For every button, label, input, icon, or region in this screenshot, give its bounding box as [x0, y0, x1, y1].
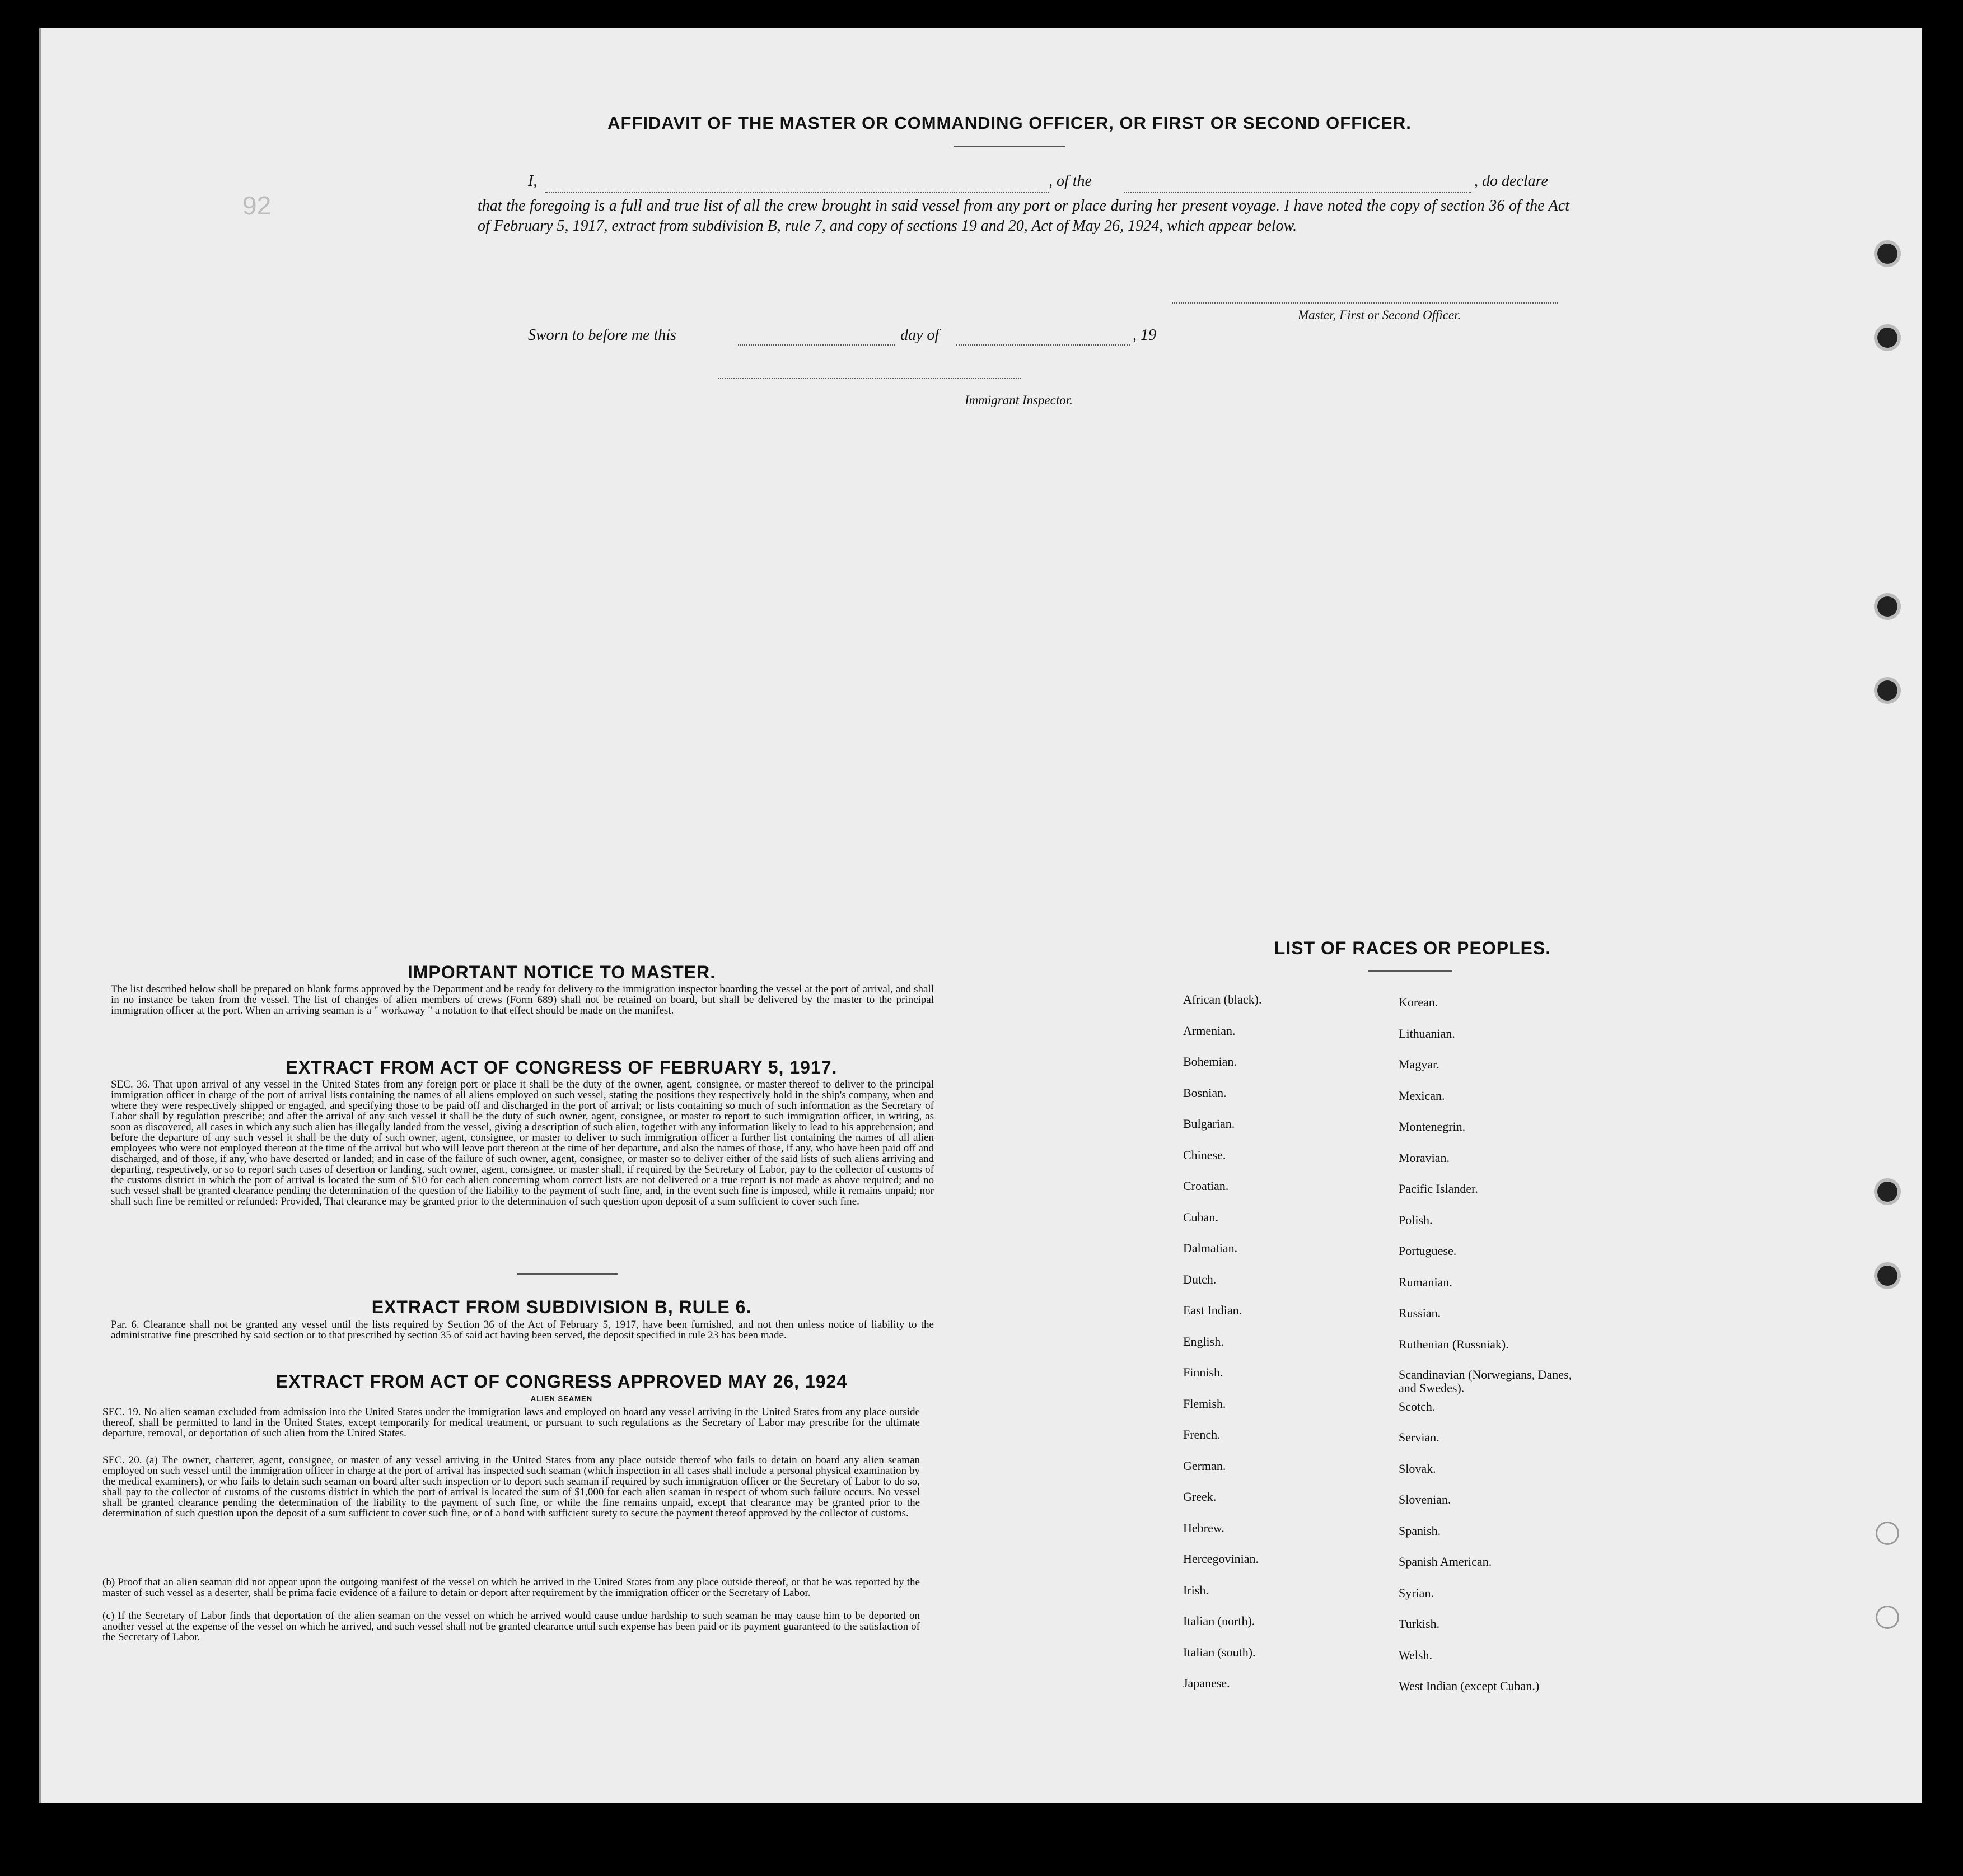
race-item: Turkish.: [1399, 1617, 1440, 1631]
extract-1917-body: SEC. 36. That upon arrival of any vessel in the United States from any foreign port or place it shall be the duty of the owner, agent, consignee, or master thereof to deliver to the principal immigration officer in charge of the port of arrival lists containing the names of all aliens employed on such vessel, stating the positions they respectively hold in the ship's company, when and where they were respectively shipped or engaged, and specifying those to be paid off and discharged in the port of arrival; or lists containing so much of such information as the Secretary of Labor shall by regulation prescribe; and after the arrival of any such vessel it shall be the duty of such owner, agent, consignee, or master to report to such immigration officer, in writing, as soon as discovered, all cases in which any such alien has illegally landed from the vessel, giving a description of such alien, together with any information likely to lead to his apprehension; and before the departure of any such vessel it shall be the duty of such owner, agent, consignee, or master to deliver to such immigration officer a further list containing the names of all alien employees who were not employed thereon at the time of the arrival but who will leave port thereon at the time of her departure, and also the names of those, if any, who have been paid off and discharged, and of those, if any, who have deserted or landed; and in case of the failure of such owner, agent, consignee, or master so to deliver either of the said lists of such aliens arriving and departing, respectively, or so to report such cases of desertion or landing, such owner, agent, consignee, or master shall, if required by the Secretary of Labor, pay to the collector of customs of the customs district in which the port of arrival is located the sum of $10 for each alien concerning whom correct lists are not delivered or a true report is not made as above required; and no such vessel shall be granted clearance pending the determination of the question of the liability to the payment of such fine, and, in the event such fine is imposed, while it remains unpaid; nor shall such fine be remitted or refunded: Provided, That clearance may be granted prior to the determination of such question upon deposit of a sum sufficient to cover such fine.: [111, 1079, 934, 1207]
race-item: Bohemian.: [1183, 1054, 1237, 1068]
race-item: English.: [1183, 1334, 1224, 1348]
race-item: Rumanian.: [1399, 1275, 1452, 1289]
race-item: Spanish American.: [1399, 1555, 1492, 1569]
extract-rule6-body: Par. 6. Clearance shall not be granted any vessel until the lists required by Section 36 of the Act of February 5, 1917, have been furnished, and not then unless notice of liability to the administrative fine prescribed by said section or to that prescribed by section 35 of said act having been served, the deposit specified in rule 23 has been made.: [111, 1319, 934, 1341]
race-item: West Indian (except Cuban.): [1399, 1679, 1540, 1693]
race-item: Montenegrin.: [1399, 1119, 1466, 1133]
extract-rule6-title: EXTRACT FROM SUBDIVISION B, RULE 6.: [371, 1297, 752, 1317]
races-left-column: [1183, 992, 1261, 1707]
master-signature-label: Master, First or Second Officer.: [1298, 308, 1461, 322]
race-item: Croatian.: [1183, 1179, 1229, 1193]
punch-hole-icon: [1877, 244, 1897, 264]
race-item: Irish.: [1183, 1583, 1209, 1597]
race-item: African (black).: [1183, 992, 1262, 1006]
extract-1924-sec20c: (c) If the Secretary of Labor finds that deportation of the alien seaman on the vessel on which he arrived would cause undue hardship to such seaman he may cause him to be deported on another vessel at the expense of the vessel on which he arrived, and such vessel shall not be granted clearance until such expense has been paid or its payment guaranteed to the satisfaction of the Secretary of Labor.: [102, 1610, 920, 1643]
race-item: Slovenian.: [1399, 1492, 1451, 1506]
inspector-label: Immigrant Inspector.: [965, 393, 1073, 407]
extract-1924-title: EXTRACT FROM ACT OF CONGRESS APPROVED MAY 26, 1924: [275, 1371, 848, 1392]
race-item: East Indian.: [1183, 1303, 1242, 1317]
form-sheet: [39, 28, 1922, 1803]
race-item: Bulgarian.: [1183, 1117, 1235, 1131]
punch-hole-icon: [1877, 680, 1897, 701]
race-item: Ruthenian (Russniak).: [1399, 1337, 1509, 1351]
race-item: Welsh.: [1399, 1648, 1432, 1662]
day-of-label: day of: [900, 326, 940, 344]
race-item: Slovak.: [1399, 1461, 1436, 1476]
sworn-day-field[interactable]: [738, 344, 895, 346]
race-item: Hercegovinian.: [1183, 1552, 1259, 1566]
race-item: Syrian.: [1399, 1585, 1434, 1600]
sworn-month-field[interactable]: [956, 344, 1130, 346]
notice-body: The list described below shall be prepared on blank forms approved by the Department and be ready for delivery to the immigration inspector boarding the vessel at the port of arrival, and shall in no instance be taken from the vessel. The list of changes of alien members of crews (Form 689) shall not be retained on board, but shall be delivered by the master to the principal immigration officer at the port. When an arriving seaman is a " workaway " a notation to that effect should be made on the manifest.: [111, 983, 934, 1016]
punch-hole-icon: [1877, 1266, 1897, 1286]
i-label: I,: [528, 172, 538, 190]
races-right-column: [1399, 995, 1583, 1710]
do-declare-label: , do declare: [1474, 172, 1548, 190]
races-rule: [1368, 970, 1452, 972]
extract-1924-subtitle: ALIEN SEAMEN: [530, 1394, 593, 1403]
race-item: Chinese.: [1183, 1147, 1226, 1162]
race-item: Dalmatian.: [1183, 1241, 1238, 1255]
race-item: Scotch.: [1399, 1399, 1436, 1413]
page-number: 92: [242, 191, 272, 220]
title-rule: [954, 146, 1065, 147]
race-item: Spanish.: [1399, 1523, 1441, 1538]
race-item: French.: [1183, 1427, 1221, 1441]
race-item: Magyar.: [1399, 1057, 1439, 1071]
notice-title: IMPORTANT NOTICE TO MASTER.: [407, 962, 716, 982]
race-item: Russian.: [1399, 1306, 1441, 1320]
race-item: Bosnian.: [1183, 1085, 1227, 1100]
race-item: Pacific Islander.: [1399, 1182, 1478, 1196]
master-name-field[interactable]: [545, 192, 1049, 193]
punch-hole-icon: [1877, 1523, 1897, 1543]
extract-1924-sec19: SEC. 19. No alien seaman excluded from admission into the United States under the immigration laws and employed on board any vessel arriving in the United States from any place outside thereof, shall be permitted to land in the United States, except temporarily for medical treatment, or pursuant to such regulations as the Secretary of Labor may prescribe for the ultimate departure, removal, or deportation of such alien from the United States.: [102, 1406, 920, 1439]
race-item: Portuguese.: [1399, 1244, 1457, 1258]
section-rule: [517, 1273, 618, 1275]
extract-1924-sec20b: (b) Proof that an alien seaman did not appear upon the outgoing manifest of the vessel on which he arrived in the United States from any place outside thereof, or that he was reported by the master of such vessel as a deserter, shall be prima facie evidence of a failure to detain or deport after requirement by the immigration officer or the Secretary of Labor.: [102, 1576, 920, 1599]
inspector-signature-field[interactable]: [718, 378, 1021, 379]
race-item: Scandinavian (Norwegians, Danes, and Swedes).: [1399, 1368, 1572, 1395]
race-item: Cuban.: [1183, 1210, 1218, 1224]
of-the-label: , of the: [1049, 172, 1092, 190]
declaration-text: that the foregoing is a full and true list of all the crew brought in said vessel from any port or place during her present voyage. I have noted the copy of section 36 of the Act of February 5, 1917, extract from subdivision B, rule 7, and copy of sections 19 and 20, Act of May 26, 1924, which appear below.: [478, 197, 1569, 235]
race-item: Moravian.: [1399, 1150, 1450, 1165]
affidavit-title: AFFIDAVIT OF THE MASTER OR COMMANDING OFFICER, OR FIRST OR SECOND OFFICER.: [607, 113, 1412, 133]
punch-hole-icon: [1877, 1607, 1897, 1627]
race-item: Hebrew.: [1183, 1520, 1224, 1535]
race-item: Flemish.: [1183, 1396, 1226, 1411]
race-item: Italian (south).: [1183, 1645, 1256, 1659]
race-item: Korean.: [1399, 995, 1438, 1009]
race-item: Servian.: [1399, 1430, 1439, 1444]
sworn-label: Sworn to before me this: [528, 326, 676, 344]
race-item: Mexican.: [1399, 1088, 1445, 1103]
extract-1924-sec20a: SEC. 20. (a) The owner, charterer, agent, consignee, or master of any vessel arriving in the United States from any place outside thereof who fails to detain on board any alien seaman employed on such vessel until the immigration officer in charge at the port of arrival has inspected such seaman (which inspection in all cases shall include a personal physical examination by the medical examiners), or who fails to detain such seaman on board after such inspection or to deport such seaman if required by such immigration officer or the Secretary of Labor to do so, shall pay to the collector of customs of the customs district in which the port of arrival is located the sum of $1,000 for each alien seaman in respect of whom such failure occurs. No vessel shall be granted clearance pending the determination of the liability to the payment of such fine, or while the fine remains unpaid, except that clearance may be granted prior to the determination of such question upon the deposit of a sum sufficient to cover such fine, or of a bond with sufficient surety to secure the payment thereof approved by the collector of customs.: [102, 1454, 920, 1519]
race-item: Japanese.: [1183, 1676, 1230, 1690]
race-item: Lithuanian.: [1399, 1026, 1455, 1040]
race-item: Greek.: [1183, 1490, 1217, 1504]
year-label: , 19: [1133, 326, 1156, 344]
race-item: Italian (north).: [1183, 1614, 1255, 1628]
punch-hole-icon: [1877, 328, 1897, 348]
race-item: German.: [1183, 1458, 1226, 1473]
race-item: Polish.: [1399, 1212, 1433, 1227]
punch-hole-icon: [1877, 596, 1897, 617]
punch-hole-icon: [1877, 1182, 1897, 1202]
extract-1917-title: EXTRACT FROM ACT OF CONGRESS OF FEBRUARY 5, 1917.: [286, 1057, 838, 1077]
vessel-name-field[interactable]: [1124, 192, 1471, 193]
race-item: Armenian.: [1183, 1023, 1236, 1038]
race-item: Finnish.: [1183, 1365, 1223, 1379]
master-signature-field[interactable]: [1172, 302, 1558, 304]
races-title: LIST OF RACES OR PEOPLES.: [1274, 938, 1551, 958]
race-item: Dutch.: [1183, 1272, 1217, 1286]
